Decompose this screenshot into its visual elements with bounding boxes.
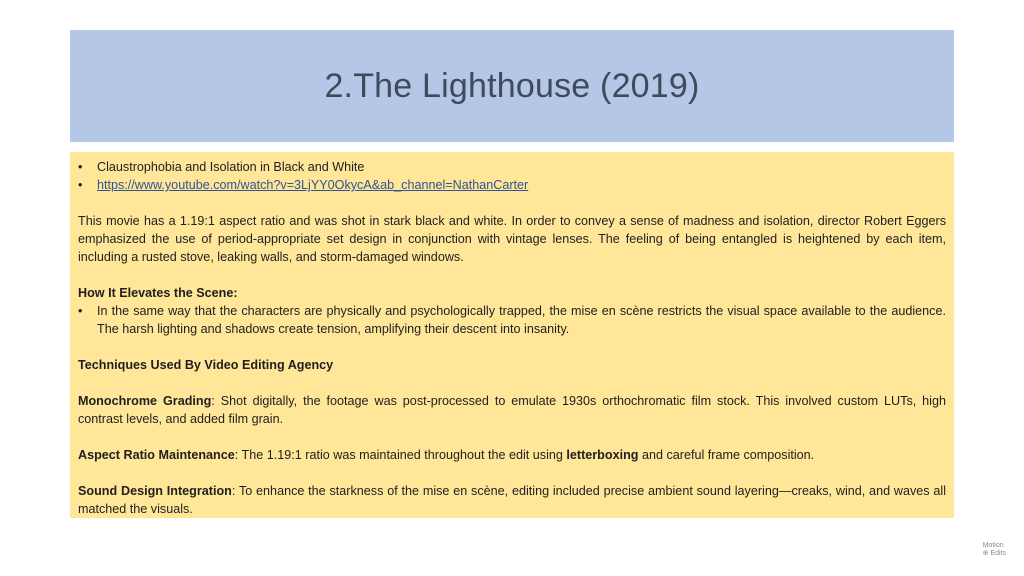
content-panel: [70, 152, 954, 518]
techniques-heading: Techniques Used By Video Editing Agency: [78, 358, 334, 372]
intro-paragraph: This movie has a 1.19:1 aspect ratio and was shot in stark black and white. In order to convey a sense of madness and isolation, director Robert Eggers emphasized the use of period-appropriate set design in conjunction with vintage lenses. The feeling of being entangled is heightened by each item, including a rusted stove, leaking walls, and storm-damaged windows.: [78, 214, 946, 264]
elevates-bullet-text: In the same way that the characters are physically and psychologically trapped, the mise en scène restricts the visual space available to the audience. The harsh lighting and shadows create tension, amplifying their descent into insanity.: [97, 304, 946, 336]
bullet-item: [78, 302, 946, 338]
letterboxing-term: letterboxing: [566, 448, 639, 462]
aspect-label: Aspect Ratio Maintenance: [78, 448, 235, 462]
monochrome-text: : Shot digitally, the footage was post-processed to emulate 1930s orthochromatic film stock. This involved custom LUTs, high contrast levels, and added film grain.: [78, 394, 946, 426]
monochrome-paragraph: [78, 392, 946, 428]
elevates-heading: How It Elevates the Scene:: [78, 286, 238, 300]
monochrome-label: Monochrome Grading: [78, 394, 212, 408]
bullet-marker: •: [78, 178, 83, 192]
bullet-marker: •: [78, 160, 83, 174]
aspect-paragraph: Aspect Ratio Maintenance: The 1.19:1 ratio was maintained throughout the edit using letterboxing and careful frame composition.: [78, 448, 815, 462]
slide-title: 2.The Lighthouse (2019): [324, 66, 700, 105]
sound-label: Sound Design Integration: [78, 484, 232, 498]
brand-logo: Motion ⊕ Edits: [982, 542, 1006, 557]
title-banner: [70, 30, 954, 142]
bullet-marker: •: [78, 304, 83, 318]
logo-mark-icon: ⊕: [982, 550, 989, 557]
bullet-item: [78, 158, 946, 176]
sound-text: : To enhance the starkness of the mise en scène, editing included precise ambient sound layering—creaks, wind, and waves all matched the visuals.: [78, 484, 946, 516]
bullet-topic-text: Claustrophobia and Isolation in Black and White: [97, 160, 365, 174]
sound-paragraph: [78, 482, 946, 518]
bullet-item: [78, 176, 946, 194]
youtube-link[interactable]: https://www.youtube.com/watch?v=3LjYY0OkycA&ab_channel=NathanCarter: [97, 178, 529, 192]
